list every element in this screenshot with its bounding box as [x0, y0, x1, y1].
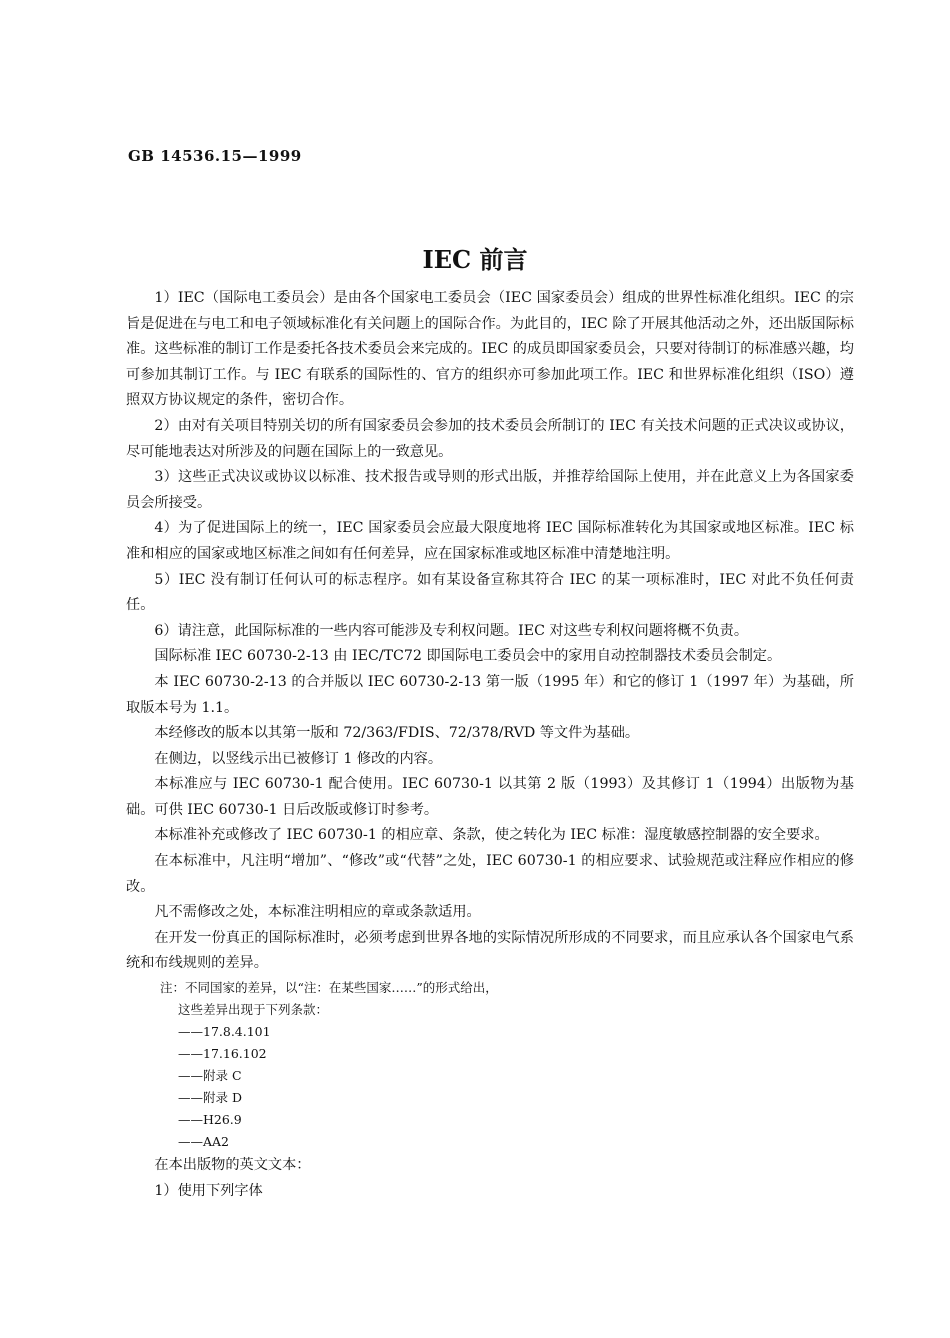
- paragraph: 凡不需修改之处，本标准注明相应的章或条款适用。: [154, 904, 481, 921]
- note-list-item: ——AA2: [178, 1134, 230, 1150]
- note-list-item: ——17.16.102: [178, 1046, 267, 1062]
- paragraph: 1）使用下列字体: [154, 1182, 263, 1199]
- page-title: IEC 前言: [422, 245, 528, 274]
- paragraph: 国际标准 IEC 60730-2-13 由 IEC/TC72 即国际电工委员会中的家用自动控制器技术委员会制定。: [154, 648, 782, 665]
- paragraph: 本标准应与 IEC 60730-1 配合使用。IEC 60730-1 以其第 2 版（1993）及其修订 1（1994）出版物为基础。可供 IEC 60730-1 日后改版或修订时参考。: [126, 776, 854, 818]
- paragraph: 本经修改的版本以其第一版和 72/363/FDIS、72/378/RVD 等文件为基础。: [154, 725, 640, 742]
- paragraph: 6）请注意，此国际标准的一些内容可能涉及专利权问题。IEC 对这些专利权问题将概不负责。: [154, 622, 749, 639]
- standard-code: GB 14536.15—1999: [128, 147, 302, 165]
- paragraph: 2）由对有关项目特别关切的所有国家委员会参加的技术委员会所制订的 IEC 有关技术问题的正式决议或协议，尽可能地表达对所涉及的问题在国际上的一致意见。: [126, 417, 854, 460]
- paragraph: 本 IEC 60730-2-13 的合并版以 IEC 60730-2-13 第一版（1995 年）和它的修订 1（1997 年）为基础，所取版本号为 1.1。: [126, 673, 854, 716]
- paragraph: 在本出版物的英文文本：: [154, 1157, 311, 1174]
- paragraph: 在侧边，以竖线示出已被修订 1 修改的内容。: [154, 750, 443, 767]
- note-list-item: ——附录 C: [178, 1068, 242, 1084]
- paragraph: 5）IEC 没有制订任何认可的标志程序。如有某设备宣称其符合 IEC 的某一项标准时，IEC 对此不负任何责任。: [126, 571, 854, 614]
- note-subhead: 这些差异出现于下列条款：: [178, 1002, 329, 1018]
- note-list-item: ——附录 D: [178, 1090, 242, 1106]
- paragraph: 在开发一份真正的国际标准时，必须考虑到世界各地的实际情况所形成的不同要求，而且应承认各个国家电气系统和布线规则的差异。: [126, 929, 854, 972]
- document-body: [126, 286, 854, 1204]
- note-list-item: ——H26.9: [178, 1112, 242, 1128]
- paragraph: 本标准补充或修改了 IEC 60730-1 的相应章、条款，使之转化为 IEC 标准：湿度敏感控制器的安全要求。: [154, 827, 829, 844]
- paragraph: 3）这些正式决议或协议以标准、技术报告或导则的形式出版，并推荐给国际上使用，并在此意义上为各国家委员会所接受。: [126, 469, 854, 511]
- paragraph: 在本标准中，凡注明“增加”、“修改”或“代替”之处，IEC 60730-1 的相应要求、试验规范或注释应作相应的修改。: [126, 853, 854, 895]
- note-head: 注：不同国家的差异，以“注：在某些国家……”的形式给出，: [160, 980, 498, 996]
- note-list-item: ——17.8.4.101: [178, 1024, 271, 1040]
- tail-block: [126, 1153, 854, 1204]
- paragraph: 4）为了促进国际上的统一，IEC 国家委员会应最大限度地将 IEC 国际标准转化为其国家或地区标准。IEC 标准和相应的国家或地区标准之间如有任何差异，应在国家标准或地区标准中清楚地注明。: [126, 520, 854, 562]
- paragraph: 1）IEC（国际电工委员会）是由各个国家电工委员会（IEC 国家委员会）组成的世界性标准化组织。IEC 的宗旨是促进在与电工和电子领域标准化有关问题上的国际合作。为此目的，IEC 除了开展其他活动之外，还出版国际标准。这些标准的制订工作是委托各技术委员会来完成的。IEC 的成员即国家委员会，只要对待制订的标准感兴趣，均可参加其制订工作。与 IEC 有联系的国际性的、官方的组织亦可参加此项工作。IEC 和世界标准化组织（ISO）遵照双方协议规定的条件，密切合作。: [126, 290, 854, 409]
- note-block: [126, 977, 854, 1153]
